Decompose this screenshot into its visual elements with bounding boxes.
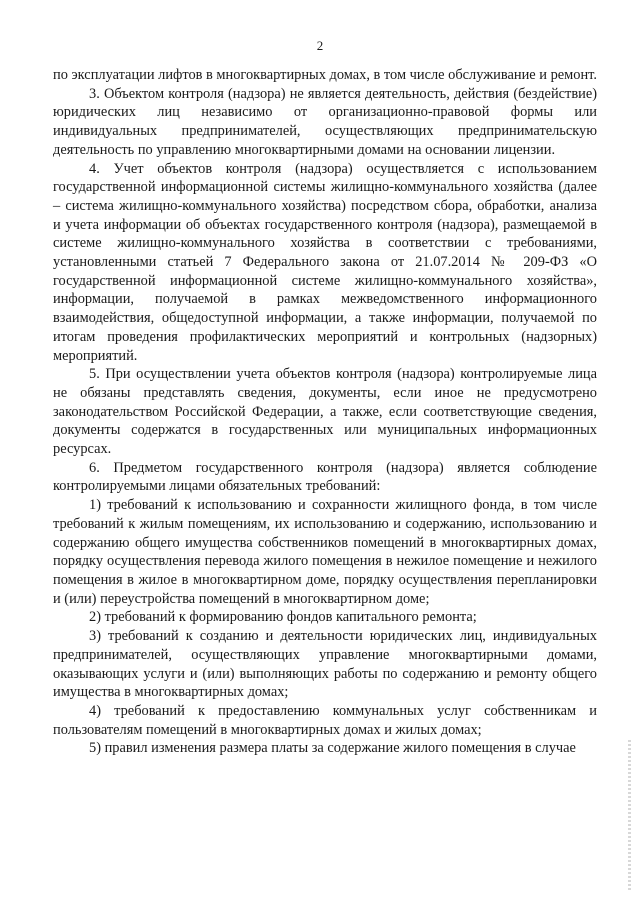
subitem-3: 3) требований к созданию и деятельности юридических лиц, индивидуальных предпринимателей, осуществляющих управление многоквартирными домами, оказывающих услуги и (или) выполняющих работы по содержанию и ремонту общего имущества в многоквартирных домах; (53, 628, 597, 701)
subitem-5: 5) правил изменения размера платы за содержание жилого помещения в случае (89, 740, 576, 757)
scan-edge-mark (628, 740, 631, 890)
subitem-4: 4) требований к предоставлению коммунальных услуг собственникам и пользователям помещений в многоквартирных домах и жилых домах; (53, 702, 597, 738)
document-body (53, 66, 597, 758)
paragraph-continuation: по эксплуатации лифтов в многоквартирных домах, в том числе обслуживание и ремонт. (53, 67, 597, 83)
page-number: 2 (316, 38, 324, 53)
paragraph-item-4: 4. Учет объектов контроля (надзора) осуществляется с использованием государственной информационной системы жилищно-коммунального хозяйства (далее – система жилищно-коммунального хозяйства) посредством сбора, обработки, анализа и учета информации об объектах государственного контроля (надзора), размещаемой в системе жилищно-коммунального хозяйства в соответствии с требованиями, установленными статьей 7 Федерального закона от 21.07.2014 № 209-ФЗ «О государственной информационной системе жилищно-коммунального хозяйства», информации, получаемой в рамках межведомственного информационного взаимодействия, общедоступной информации, а также информации, получаемой по итогам проведения профилактических мероприятий и контрольных (надзорных) мероприятий. (53, 160, 597, 364)
paragraph-item-6: 6. Предметом государственного контроля (надзора) является соблюдение контролируемыми лицами обязательных требований: (53, 459, 597, 495)
subitem-2: 2) требований к формированию фондов капитального ремонта; (89, 609, 477, 626)
paragraph-item-5: 5. При осуществлении учета объектов контроля (надзора) контролируемые лица не обязаны представлять сведения, документы, если иное не предусмотрено законодательством Российской Федерации, а также, если соответствующие сведения, документы содержатся в государственных или муниципальных информационных ресурсах. (53, 366, 597, 458)
subitem-1: 1) требований к использованию и сохранности жилищного фонда, в том числе требований к жилым помещениям, их использованию и содержанию, использованию и содержанию общего имущества собственников помещений в многоквартирных домах, порядку осуществления перевода жилого помещения в нежилое помещение и нежилого помещения в жилое в многоквартирном доме, порядку осуществления перепланировки и (или) переустройства помещений в многоквартирном доме; (53, 497, 597, 607)
paragraph-item-3: 3. Объектом контроля (надзора) не является деятельность, действия (бездействие) юридических лиц независимо от организационно-правовой формы или индивидуальных предпринимателей, осуществляющих предпринимательскую деятельность по управлению многоквартирными домами на основании лицензии. (53, 85, 597, 158)
